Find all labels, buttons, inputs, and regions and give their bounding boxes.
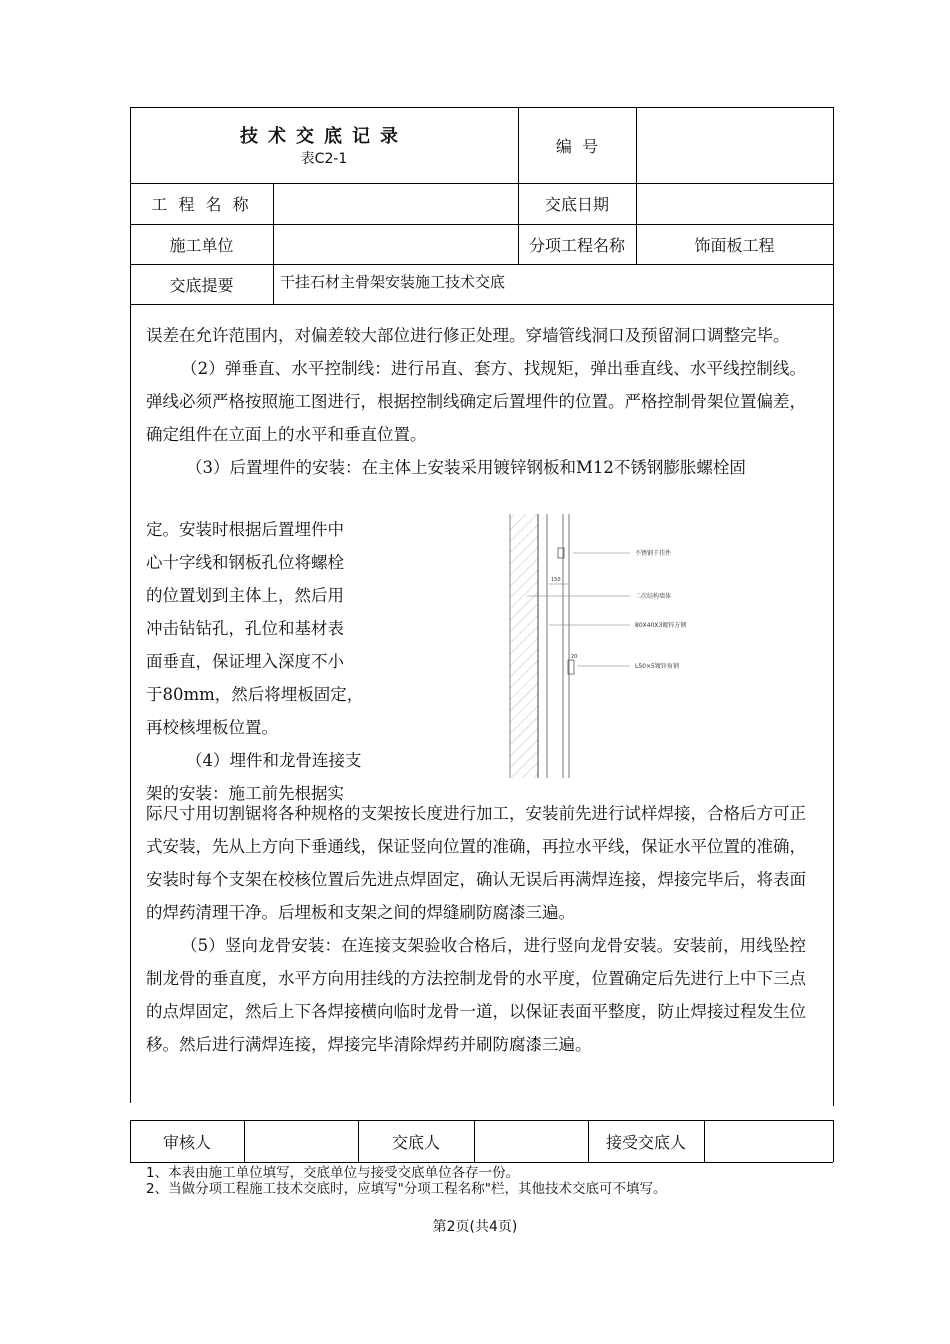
keel-section-diagram (505, 512, 687, 780)
reviewer-value[interactable] (244, 1120, 358, 1162)
page-number: 第2页(共4页) (432, 1219, 518, 1235)
paragraph-3-line: 面垂直，保证埋入深度不小 (146, 652, 344, 671)
date-value[interactable] (636, 183, 833, 224)
paragraph-3-line: 冲击钻钻孔，孔位和基材表 (146, 619, 344, 638)
project-name-label: 工 程 名 称 (151, 195, 252, 214)
paragraph-4-line: （4）埋件和龙骨连接支 (186, 751, 362, 770)
content-left-column (146, 513, 396, 810)
summary-value: 干挂石材主骨架安装施工技术交底 (280, 273, 506, 291)
unit-label: 施工单位 (169, 235, 234, 255)
discloser-value[interactable] (474, 1120, 588, 1162)
content-bottom (146, 797, 806, 1061)
paragraph-3-line: 于80mm，然后将埋板固定， (146, 685, 364, 704)
paragraph-3-head: （3）后置埋件的安装：在主体上安装采用镀锌钢板和M12不锈钢膨胀螺栓固 (186, 458, 746, 477)
label-square-steel: 80X40X3镀锌方钢 (635, 622, 687, 629)
notes (146, 1165, 667, 1197)
paragraph-3-line: 再校核埋板位置。 (146, 718, 278, 737)
project-name-value[interactable] (273, 183, 518, 224)
note-item: 1、本表由施工单位填写，交底单位与接受交底单位各存一份。 (146, 1165, 520, 1181)
paragraph-3-line: 的位置划到主体上，然后用 (146, 586, 344, 605)
receiver-label: 接受交底人 (605, 1132, 686, 1152)
subproject-value[interactable]: 饰面板工程 (694, 235, 775, 255)
discloser-label: 交底人 (391, 1132, 440, 1152)
label-stainless-hanger: 不锈钢干挂件 (635, 550, 672, 557)
paragraph-2: （2）弹垂直、水平控制线：进行吊直、套方、找规矩，弹出垂直线、水平线控制线。弹线必须严格按照施工图进行，根据控制线确定后置埋件的位置。严格控制骨架位置偏差，确定组件在立面上的水平和垂直位置。 (146, 359, 806, 444)
paragraph-5: （5）竖向龙骨安装：在连接支架验收合格后，进行竖向龙骨安装。安装前，用线坠控制龙骨的垂直度，水平方向用挂线的方法控制龙骨的水平度，位置确定后先进行上中下三点的点焊固定，然后上下各焊接横向临时龙骨一道，以保证表面平整度，防止焊接过程发生位移。然后进行满焊连接，焊接完毕清除焊药并刷防腐漆三遍。 (146, 936, 806, 1054)
wall-hatch (510, 514, 538, 778)
date-label: 交底日期 (544, 195, 609, 214)
summary-label: 交底提要 (169, 275, 234, 295)
label-secondary-wall: 二次结构墙体 (635, 593, 672, 600)
dimension-150: 150 (551, 577, 561, 583)
number-label: 编 号 (555, 136, 599, 156)
unit-value[interactable] (273, 224, 518, 264)
content-top (146, 319, 806, 484)
receiver-value[interactable] (704, 1120, 833, 1162)
subproject-label: 分项工程名称 (528, 235, 625, 255)
reviewer-label: 审核人 (162, 1132, 211, 1152)
note-item: 2、当做分项工程施工技术交底时，应填写"分项工程名称"栏，其他技术交底可不填写。 (146, 1181, 667, 1197)
label-angle-steel: L50×5镀锌角钢 (635, 663, 679, 670)
paragraph-4-line: 架的安装：施工前先根据实 (146, 784, 344, 803)
number-value[interactable] (636, 107, 833, 183)
paragraph-4-rest: 际尺寸用切割锯将各种规格的支架按长度进行加工，安装前先进行试样焊接，合格后方可正式安装，先从上方向下垂通线，保证竖向位置的准确，再拉水平线，保证水平位置的准确，安装时每个支架在校核位置后先进点焊固定，确认无误后再满焊连接，焊接完毕后，将表面的焊药清理干净。后埋板和支架之间的焊缝刷防腐漆三遍。 (146, 804, 806, 922)
paragraph-3-line: 心十字线和钢板孔位将螺栓 (146, 553, 344, 572)
form-number: 表C2-1 (300, 151, 348, 167)
paragraph-1: 误差在允许范围内，对偏差较大部位进行修正处理。穿墙管线洞口及预留洞口调整完毕。 (146, 326, 790, 345)
paragraph-3-line: 定。安装时根据后置埋件中 (146, 520, 344, 539)
form-title: 技术交底记录 (240, 126, 408, 147)
dimension-20: 20 (571, 654, 578, 660)
